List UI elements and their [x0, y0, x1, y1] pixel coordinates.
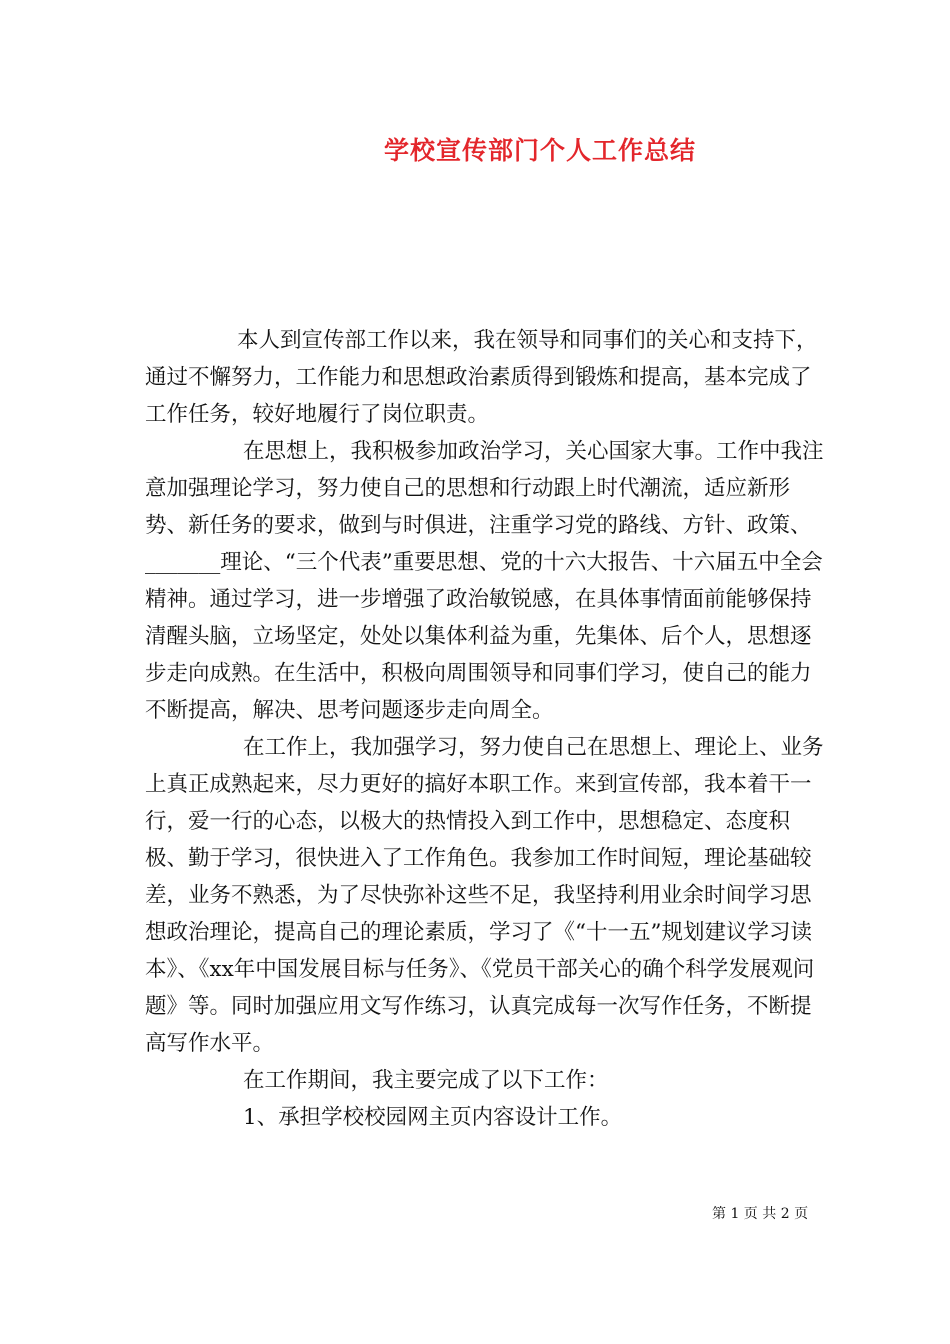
document-title: 学校宣传部门个人工作总结: [383, 136, 696, 165]
paragraph-work-summary: 在工作期间，我主要完成了以下工作：: [243, 1068, 609, 1093]
paragraph-thought: 在思想上，我积极参加政治学习，关心国家大事。工作中我注意加强理论学习，努力使自己的思想和行动跟上时代潮流，适应新形势、新任务的要求，做到与时俱进，注重学习党的路线、方针、政策、_______理论、“三个代表”重要思想、党的十六大报告、十六届五中全会精神。通过学习，进一步增强了政治敏锐感，在具体事情面前能够保持清醒头脑，立场坚定，处处以集体利益为重，先集体、后个人，思想逐步走向成熟。在生活中，积极向周围领导和同事们学习，使自己的能力不断提高，解决、思考问题逐步走向周全。: [145, 439, 824, 723]
paragraph-item-1: 1、承担学校校园网主页内容设计工作。: [243, 1105, 623, 1130]
page-number-footer: 第 1 页 共 2 页: [712, 1206, 809, 1222]
paragraph-work: 在工作上，我加强学习，努力使自己在思想上、理论上、业务上真正成熟起来，尽力更好的搞好本职工作。来到宣传部，我本着干一行，爱一行的心态，以极大的热情投入到工作中，思想稳定、态度积极、勤于学习，很快进入了工作角色。我参加工作时间短，理论基础较差，业务不熟悉，为了尽快弥补这些不足，我坚持利用业余时间学习思想政治理论，提高自己的理论素质，学习了《“十一五”规划建议学习读本》、《xx年中国发展目标与任务》、《党员干部关心的确个科学发展观问题》等。同时加强应用文写作练习，认真完成每一次写作任务，不断提高写作水平。: [145, 735, 824, 1056]
paragraph-intro: 本人到宣传部工作以来，我在领导和同事们的关心和支持下，通过不懈努力，工作能力和思想政治素质得到锻炼和提高，基本完成了工作任务，较好地履行了岗位职责。: [145, 328, 818, 427]
document-body: [145, 322, 825, 1136]
